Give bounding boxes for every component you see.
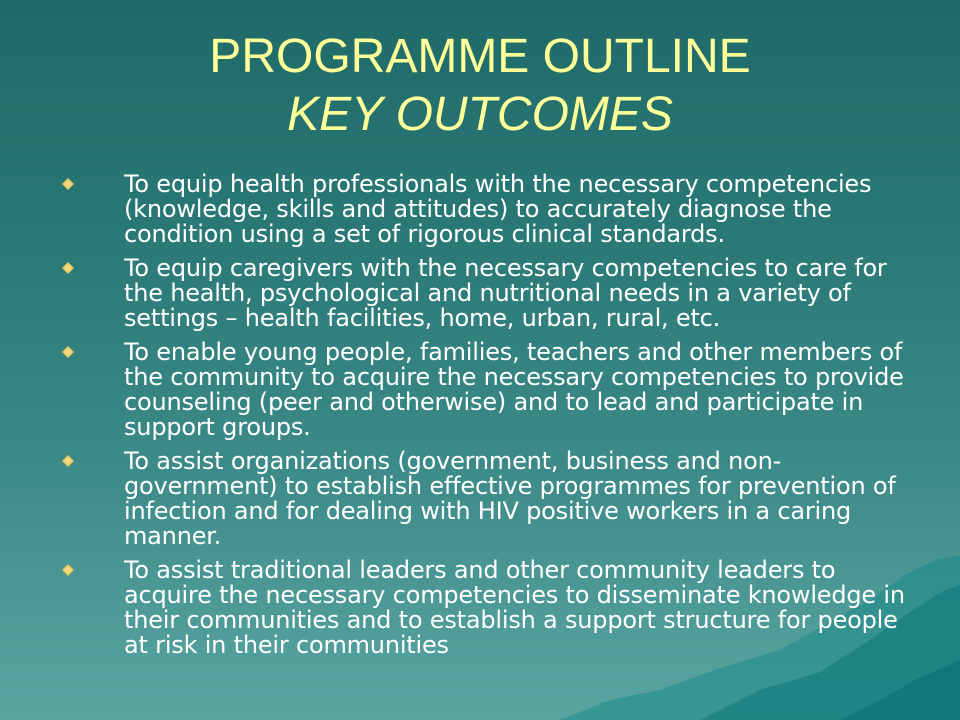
bullet-text: To assist traditional leaders and other community leaders to acquire the necessary competencies to disseminate knowledge in their communities and to establish a support structure for people at risk in their communities (124, 556, 905, 659)
slide-title (0, 28, 960, 144)
bullet-item (58, 256, 908, 331)
title-line-1: PROGRAMME OUTLINE (209, 30, 751, 83)
bullet-item (58, 172, 908, 247)
diamond-icon (62, 262, 74, 274)
diamond-icon (62, 178, 74, 190)
bullet-text: To equip caregivers with the necessary competencies to care for the health, psychological and nutritional needs in a variety of settings – health facilities, home, urban, rural, etc. (124, 254, 887, 332)
bullet-item (58, 340, 908, 440)
diamond-icon (62, 455, 74, 467)
bullet-item (58, 558, 908, 658)
bullet-text: To enable young people, families, teachers and other members of the community to acquire the necessary competencies to provide counseling (peer and otherwise) and to lead and participate in support groups. (124, 338, 904, 441)
diamond-icon (62, 346, 74, 358)
bullet-text: To assist organizations (government, business and non-government) to establish effective programmes for prevention of infection and for dealing with HIV positive workers in a caring manner. (124, 447, 896, 550)
bullet-item (58, 449, 908, 549)
diamond-icon (62, 564, 74, 576)
bullet-text: To equip health professionals with the necessary competencies (knowledge, skills and attitudes) to accurately diagnose the condition using a set of rigorous clinical standards. (124, 170, 872, 248)
title-line-2: KEY OUTCOMES (287, 88, 673, 141)
bullet-list (58, 172, 908, 667)
